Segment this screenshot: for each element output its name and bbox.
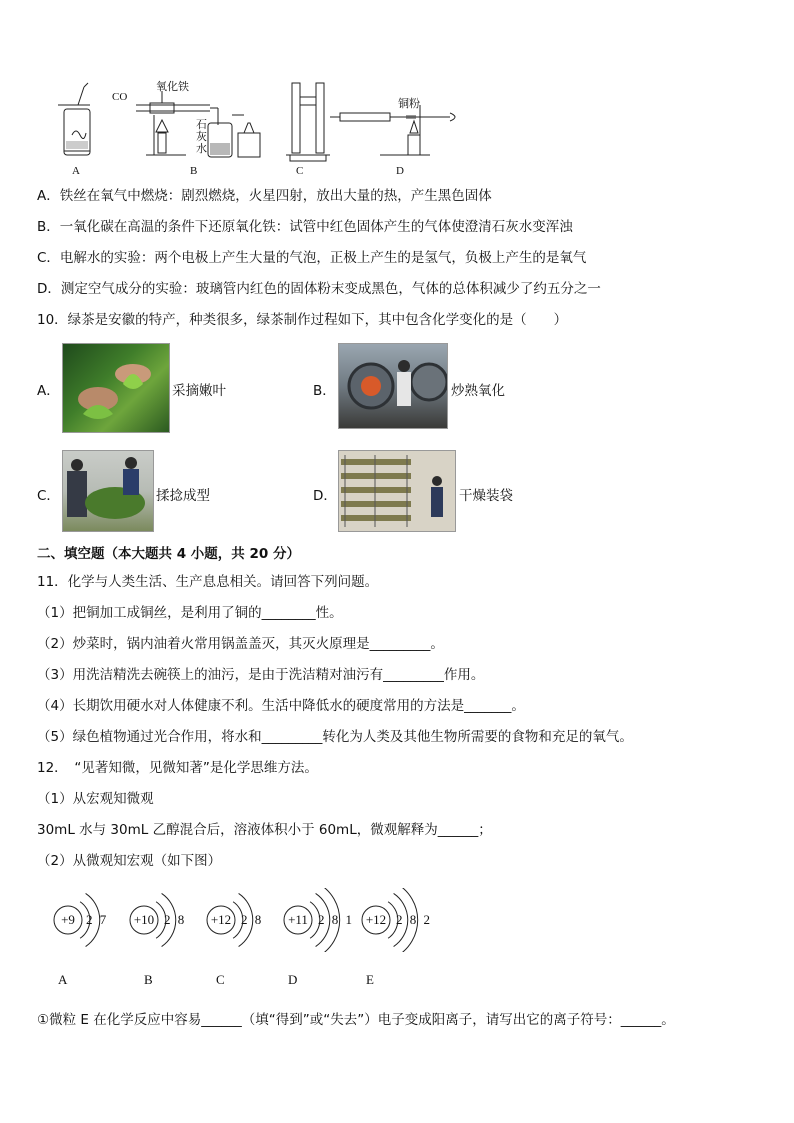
atom-electrons: 2 8 2 bbox=[396, 912, 432, 927]
apparatus-label-a: A bbox=[72, 165, 80, 177]
q10-option-b-photo bbox=[338, 343, 448, 429]
q11-item-2: （2）炒菜时，锅内油着火常用锅盖盖灭，其灭火原理是_________。 bbox=[37, 636, 444, 652]
tea-rolling-image bbox=[63, 451, 153, 531]
q10-option-d-letter: D． bbox=[313, 488, 337, 504]
q10-option-c-photo bbox=[62, 450, 154, 532]
atom-label-c: C bbox=[216, 972, 225, 987]
apparatus-label-b: B bbox=[190, 165, 198, 177]
atom-label-d: D bbox=[288, 972, 298, 987]
q11-item-1: （1）把铜加工成铜丝，是利用了铜的________性。 bbox=[37, 605, 343, 621]
apparatus-limewater-text: 石灰水 bbox=[196, 119, 207, 155]
q10-option-d-photo bbox=[338, 450, 456, 532]
atom-electrons: 2 7 bbox=[86, 912, 109, 927]
q10-option-a-text: 采摘嫩叶 bbox=[172, 383, 226, 399]
atom-a bbox=[52, 888, 132, 952]
q9-option-a: A．铁丝在氧气中燃烧：剧烈燃烧，火星四射，放出大量的热，产生黑色固体 bbox=[37, 188, 492, 204]
q9-option-b: B．一氧化碳在高温的条件下还原氧化铁：试管中红色固体产生的气体使澄清石灰水变浑浊 bbox=[37, 219, 573, 235]
tea-roasting-image bbox=[339, 344, 447, 428]
atom-c bbox=[205, 888, 285, 952]
q10-option-d-text: 干燥装袋 bbox=[459, 488, 513, 504]
atom-diagram bbox=[36, 880, 432, 990]
apparatus-reagent-text: 氧化铁 bbox=[156, 81, 189, 93]
atom-nucleus: +10 bbox=[133, 912, 155, 927]
q12-sub1: （1）从宏观知微观 bbox=[37, 791, 154, 807]
tea-drying-image bbox=[339, 451, 455, 531]
q12-sub1-text: 30mL 水与 30mL 乙醇混合后，溶液体积小于 60mL，微观解释为______； bbox=[37, 822, 492, 838]
q10-option-b-text: 炒熟氧化 bbox=[451, 383, 505, 399]
q11-item-3: （3）用洗洁精洗去碗筷上的油污，是由于洗洁精对油污有_________作用。 bbox=[37, 667, 485, 683]
tea-picking-image bbox=[63, 344, 169, 432]
q10-option-a-letter: A． bbox=[37, 383, 60, 399]
q11-stem: 11．化学与人类生活、生产息息相关。请回答下列问题。 bbox=[37, 574, 379, 590]
apparatus-figure bbox=[50, 75, 470, 180]
atom-nucleus: +12 bbox=[365, 912, 387, 927]
q12-sub2: （2）从微观知宏观（如下图） bbox=[37, 853, 222, 869]
q11-item-5: （5）绿色植物通过光合作用，将水和_________转化为人类及其他生物所需要的食物和充足的氧气。 bbox=[37, 729, 633, 745]
q9-option-d: D．测定空气成分的实验：玻璃管内红色的固体粉末变成黑色，气体的总体积减少了约五分之一 bbox=[37, 281, 601, 297]
q12-stem: 12． “见著知微，见微知著”是化学思维方法。 bbox=[37, 760, 318, 776]
section-heading: 二、填空题（本大题共 4 小题，共 20 分） bbox=[37, 546, 300, 562]
atom-nucleus: +12 bbox=[210, 912, 232, 927]
q10-stem: 10．绿茶是安徽的特产，种类很多，绿茶制作过程如下，其中包含化学变化的是（ ） bbox=[37, 312, 568, 328]
q11-item-4: （4）长期饮用硬水对人体健康不利。生活中降低水的硬度常用的方法是_______。 bbox=[37, 698, 525, 714]
q12-sub2-question: ①微粒 E 在化学反应中容易______（填“得到”或“失去”）电子变成阳离子，请写出它的离子符号：______。 bbox=[37, 1012, 675, 1028]
q10-option-c-letter: C． bbox=[37, 488, 60, 504]
q9-option-c: C．电解水的实验：两个电极上产生大量的气泡，正极上产生的是氢气，负极上产生的是氧气 bbox=[37, 250, 587, 266]
q10-option-c-text: 揉捻成型 bbox=[156, 488, 210, 504]
apparatus-co-text: CO bbox=[112, 91, 128, 103]
atom-label-b: B bbox=[144, 972, 153, 987]
q10-option-a-photo bbox=[62, 343, 170, 433]
apparatus-copper-text: 铜粉 bbox=[398, 98, 420, 110]
atom-electrons: 2 8 1 bbox=[318, 912, 354, 927]
atom-nucleus: +9 bbox=[61, 912, 75, 927]
atom-nucleus: +11 bbox=[288, 912, 308, 927]
atom-e bbox=[360, 888, 440, 952]
q10-option-b-letter: B． bbox=[313, 383, 336, 399]
atom-electrons: 2 8 bbox=[164, 912, 187, 927]
atom-electrons: 2 8 bbox=[241, 912, 264, 927]
atom-label-e: E bbox=[366, 972, 374, 987]
apparatus-label-c: C bbox=[296, 165, 304, 177]
atom-b bbox=[128, 888, 208, 952]
apparatus-label-d: D bbox=[396, 165, 404, 177]
atom-d bbox=[282, 888, 362, 952]
atom-label-a: A bbox=[58, 972, 68, 987]
